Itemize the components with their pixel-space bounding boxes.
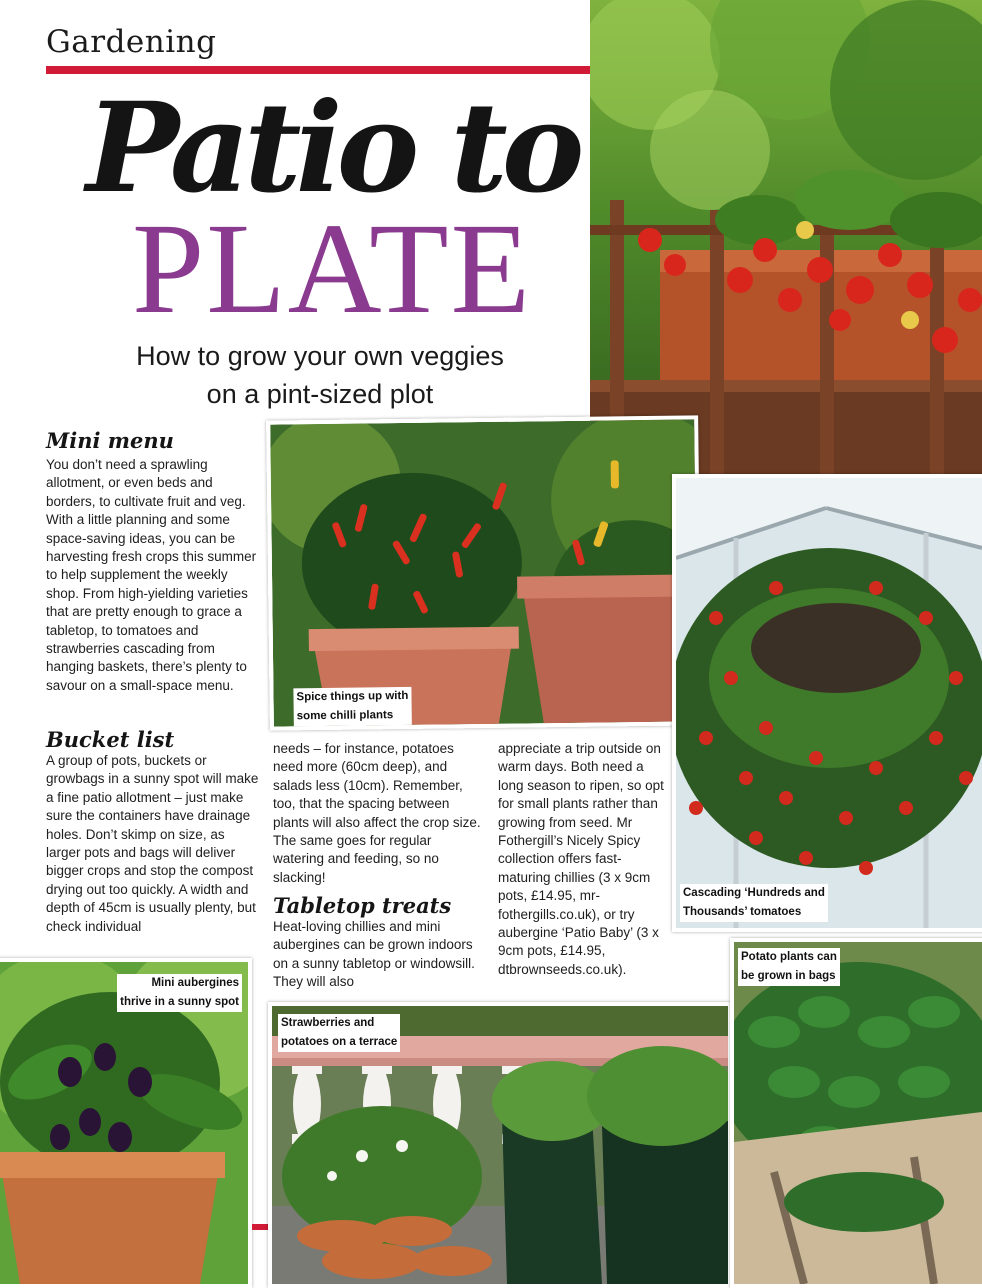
tomato-caption-line1: Cascading ‘Hundreds and (683, 887, 825, 899)
section-rule (46, 66, 594, 74)
potato-caption-line2: be grown in bags (741, 970, 836, 982)
tomato-caption (680, 884, 828, 922)
standfirst-line1: How to grow your own veggies (136, 341, 504, 371)
accent-mark-left (252, 1224, 268, 1230)
aubergine-caption-line2: thrive in a sunny spot (120, 996, 239, 1008)
tabletop-body-col3: appreciate a trip outside on warm days. Both need a long season to ripen, so opt for small plants rather than growing from seed. Mr Fothergill’s Nicely Spicy collection offers fast-maturing chillies (3 x 9cm pots, £14.95, mr-fothergills.co.uk), or try aubergine ‘Patio Baby’ (3 x 9cm pots, £14.95, dtbrownseeds.co.uk). (498, 741, 664, 977)
bucket-list-body-col1: A group of pots, buckets or growbags in a sunny spot will make a fine patio allotment – just make sure the containers have drainage holes. Don’t skimp on size, as larger pots and bags will deliver bigger crops and stop the compost drying out too quickly. A width and depth of 45cm is usually plenty, but check individual (46, 753, 259, 934)
aubergine-caption-line1: Mini aubergines (151, 977, 239, 989)
terrace-photo (268, 1002, 732, 1288)
terrace-caption-line1: Strawberries and (281, 1017, 375, 1029)
aubergine-caption (117, 974, 242, 1012)
headline-line2: PLATE (132, 197, 532, 341)
potato-caption (738, 948, 840, 986)
tomato-caption-line2: Thousands’ tomatoes (683, 906, 802, 918)
chilli-caption (293, 687, 411, 726)
tomato-basket-photo (672, 474, 982, 932)
bucket-list-body-col2: needs – for instance, potatoes need more (60cm deep), and salads less (10cm). Remember, too, that the spacing between plants will also affect the crop size. The same goes for regular watering and feeding, so no slacking! (273, 741, 481, 885)
tabletop-heading: Tabletop treats (273, 893, 452, 918)
chilli-caption-line1: Spice things up with (296, 689, 409, 704)
mini-menu-body: You don’t need a sprawling allotment, or even beds and borders, to cultivate fruit and veg. With a little planning and some space-saving ideas, you can be harvesting fresh crops this summer to help supplement the weekly shop. From high-yielding varieties that are pretty enough to grace a tabletop, to tomatoes and strawberries cascading from hanging baskets, there’s plenty to savour on a small-space menu. (46, 457, 257, 693)
headline-line1: Patio to (86, 76, 579, 221)
mini-menu-heading: Mini menu (46, 428, 174, 453)
strawberry-photo (590, 0, 982, 482)
chilli-caption-line2: some chilli plants (296, 709, 394, 723)
potato-photo (730, 938, 982, 1288)
bucket-list-heading: Bucket list (46, 727, 175, 752)
terrace-caption (278, 1014, 400, 1052)
potato-caption-line1: Potato plants can (741, 951, 837, 963)
standfirst (80, 337, 560, 413)
terrace-caption-line2: potatoes on a terrace (281, 1036, 398, 1048)
tabletop-body-col2: Heat-loving chillies and mini aubergines can be grown indoors on a sunny tabletop or windowsill. They will also (273, 919, 475, 990)
aubergine-photo (0, 958, 252, 1288)
standfirst-line2: on a pint-sized plot (206, 379, 434, 409)
chilli-photo (266, 415, 702, 730)
section-label: Gardening (46, 24, 217, 60)
